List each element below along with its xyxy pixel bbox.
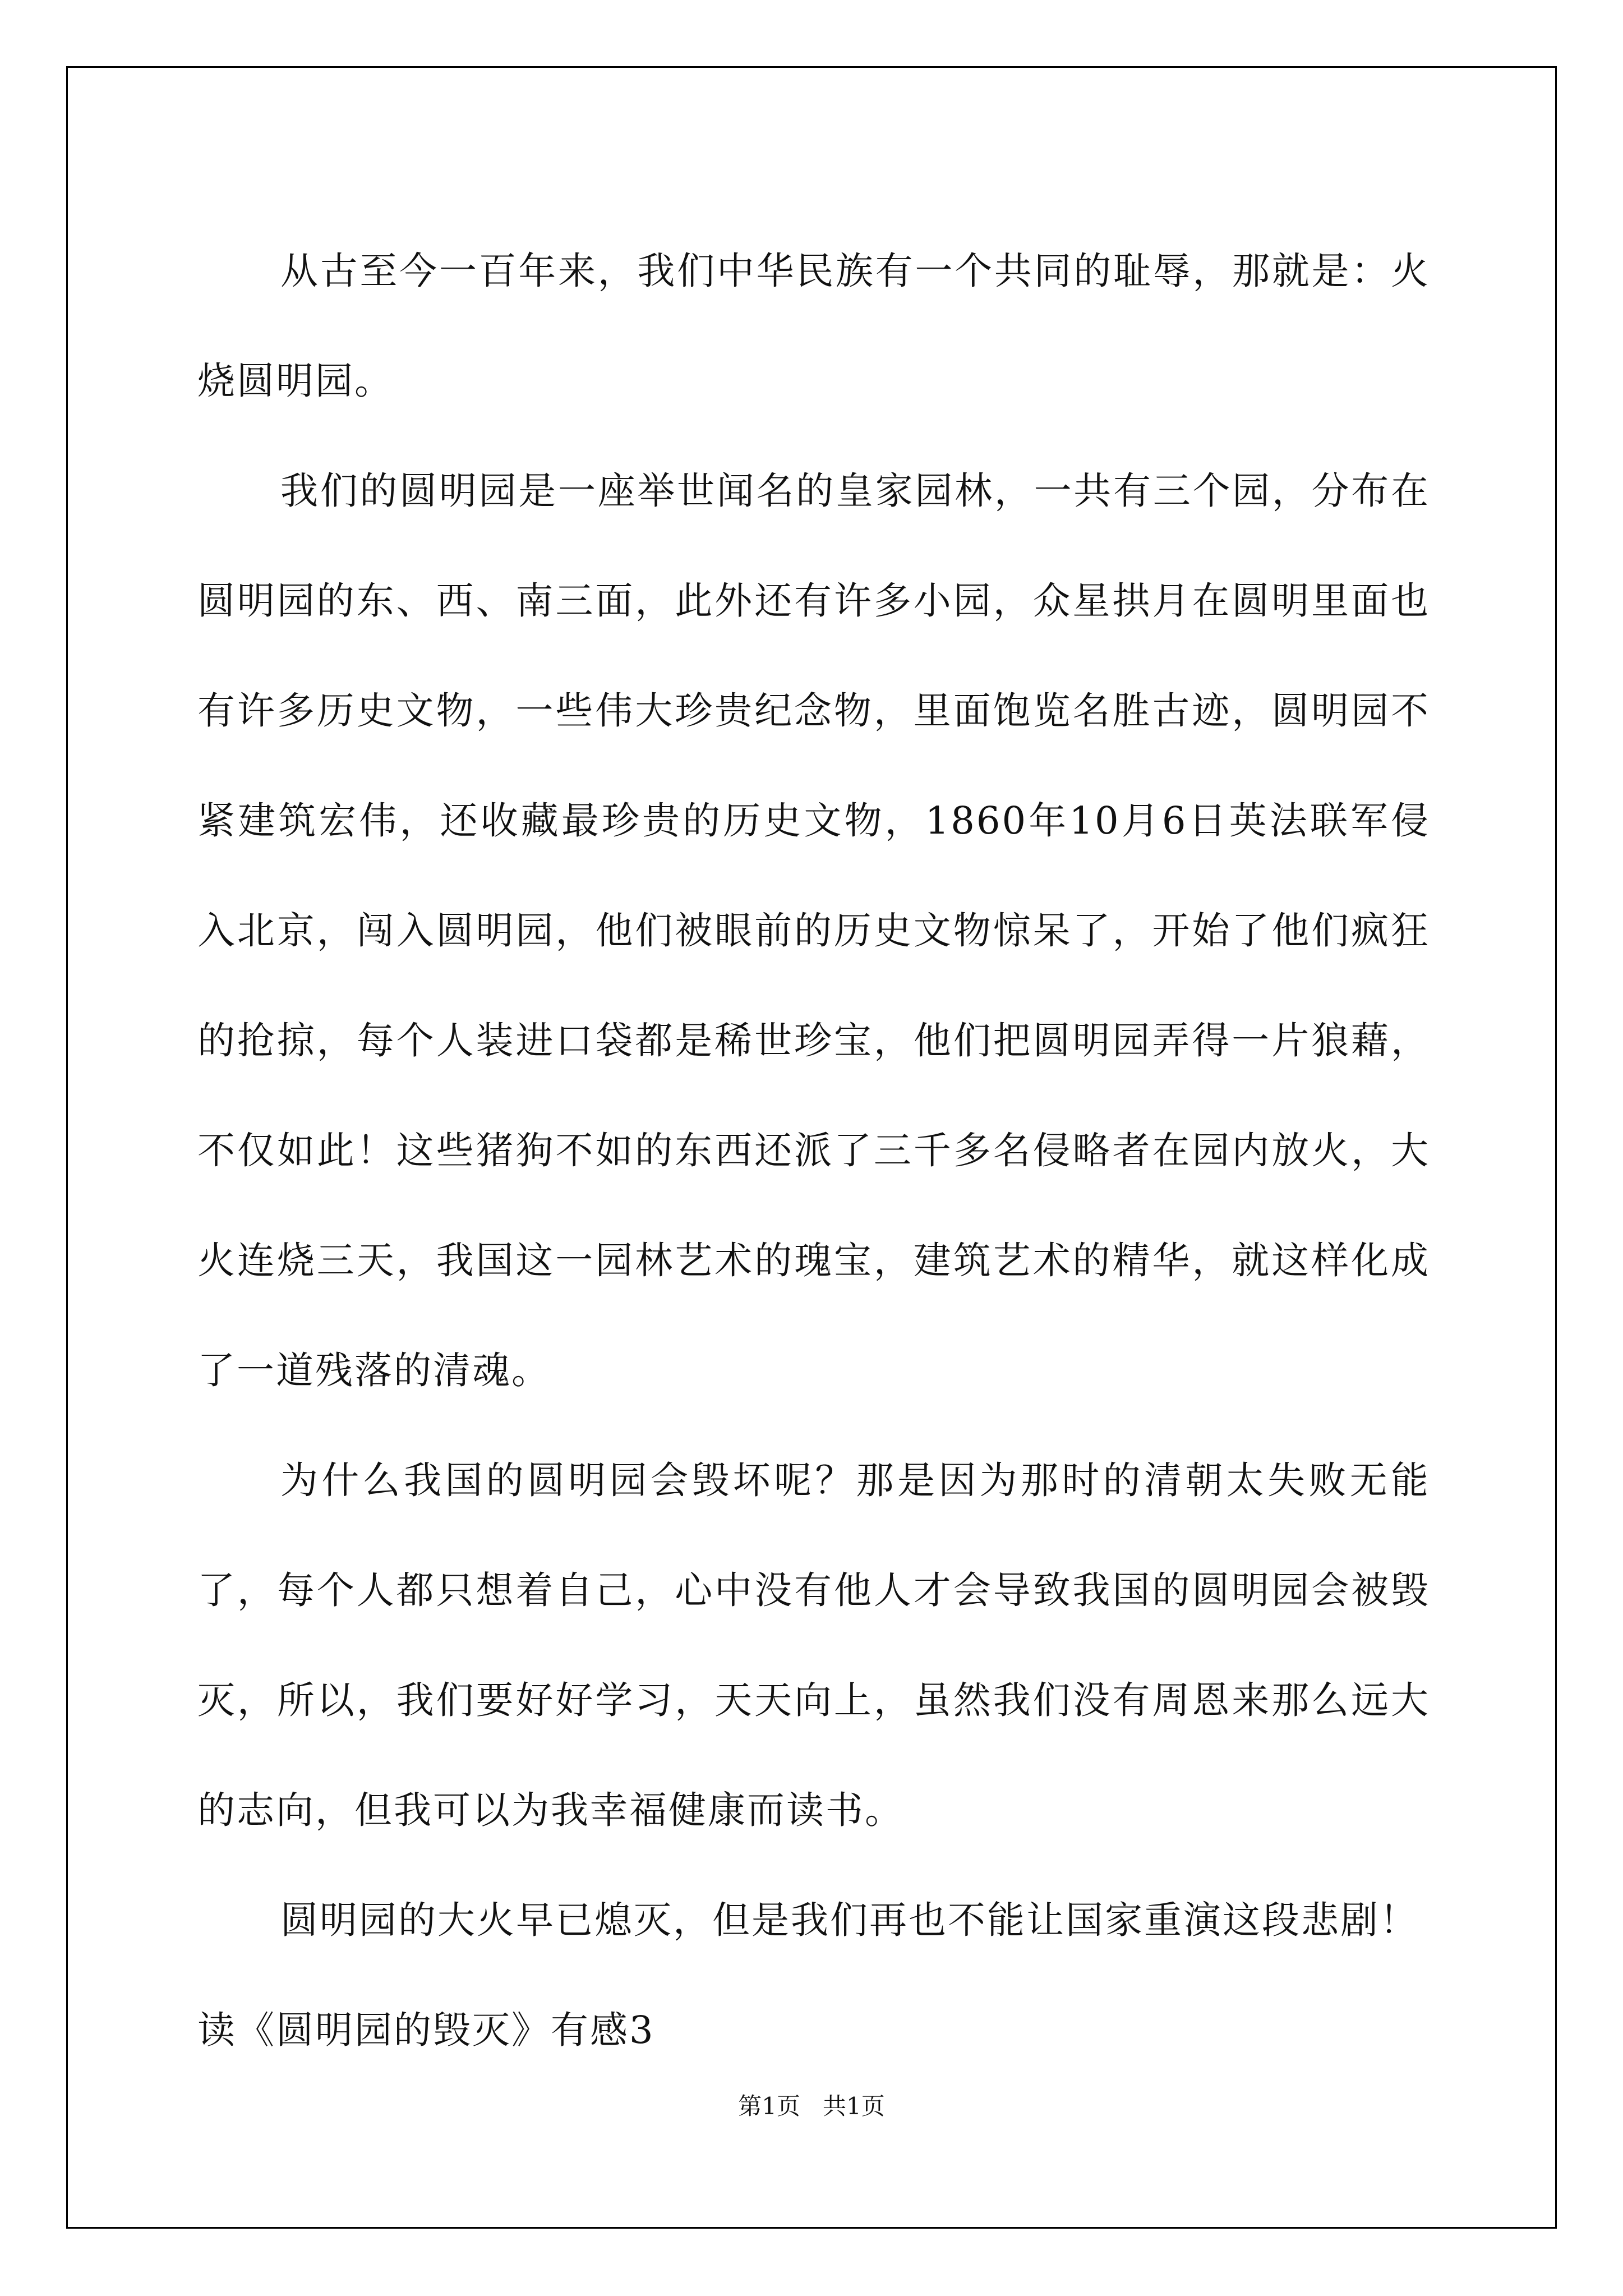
paragraph-4: 圆明园的大火早已熄灭，但是我们再也不能让国家重演这段悲剧！ [280,1898,1419,1942]
paragraph-2: 我们的圆明园是一座举世闻名的皇家园林，一共有三个园，分布在圆明园的东、西、南三面，此外还有许多小园，众星拱月在圆明里面也有许多历史文物，一些伟大珍贵纪念物，里面饱览名胜古迹，圆明园不紧建筑宏伟，还收藏最珍贵的历史文物，1860年10月6日英法联军侵入北京，闯入圆明园，他们被眼前的历史文物惊呆了，开始了他们疯狂的抢掠，每个人装进口袋都是稀世珍宝，他们把圆明园弄得一片狼藉，不仅如此！这些猪狗不如的东西还派了三千多名侵略者在园内放火，大火连烧三天，我国这一园林艺术的瑰宝，建筑艺术的精华，就这样化成了一道残落的清魂。 [197,469,1430,1392]
page-number-footer: 第1页 共1页 [738,2092,885,2120]
paragraph-3: 为什么我国的圆明园会毁坏呢？那是因为那时的清朝太失败无能了，每个人都只想着自己，心中没有他人才会导致我国的圆明园会被毁灭，所以，我们要好好学习，天天向上，虽然我们没有周恩来那么远大的志向，但我可以为我幸福健康而读书。 [197,1458,1430,1832]
paragraph-1: 从古至今一百年来，我们中华民族有一个共同的耻辱，那就是：火烧圆明园。 [197,249,1430,403]
next-essay-title: 读《圆明园的毁灭》有感3 [197,2008,655,2052]
document-body [197,216,1430,2085]
